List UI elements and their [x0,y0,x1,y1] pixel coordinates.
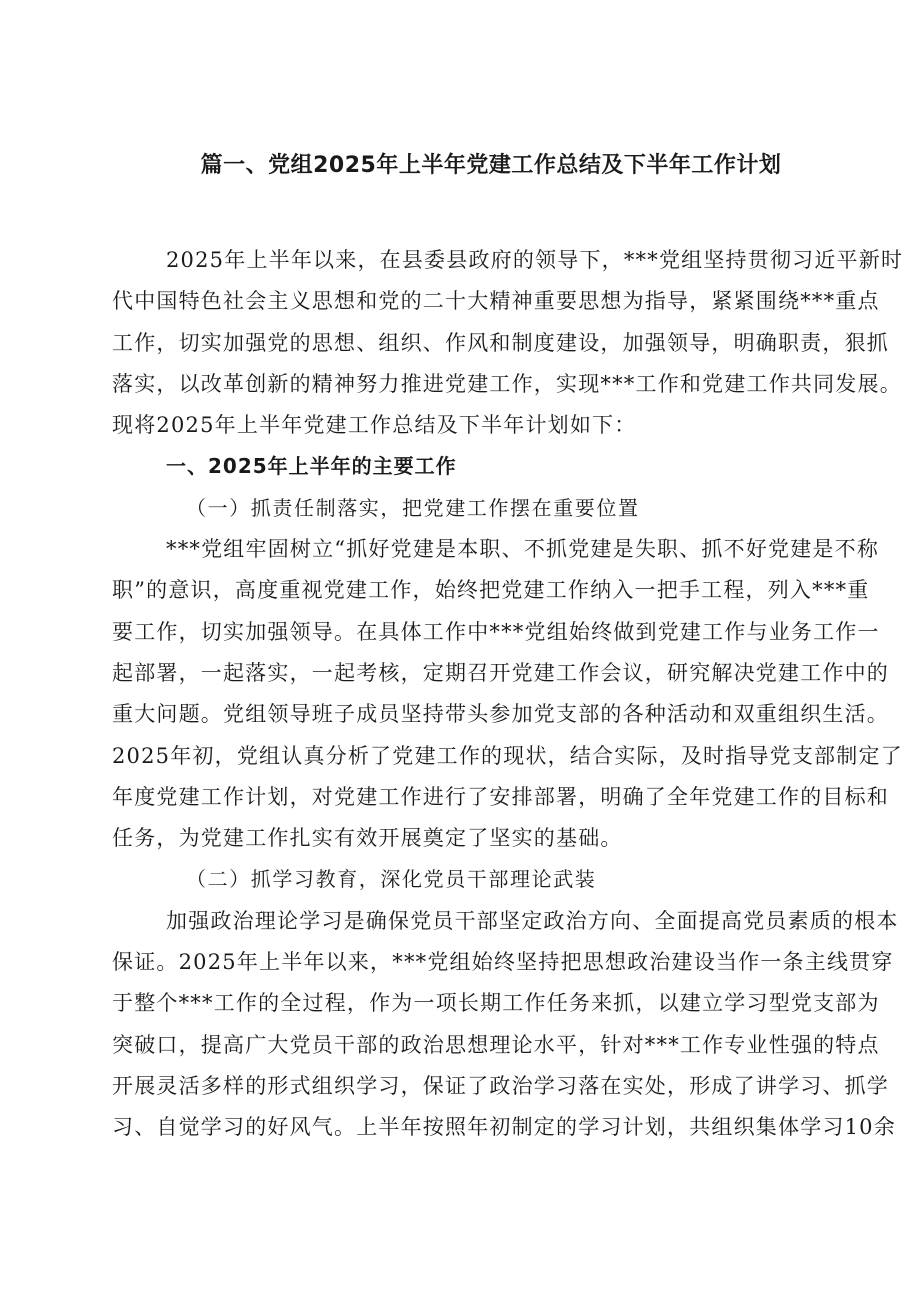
intro-line: 落实，以改革创新的精神努力推进党建工作，实现***工作和党建工作共同发展。 [112,371,902,396]
intro-line: 代中国特色社会主义思想和党的二十大精神重要思想为指导，紧紧围绕***重点 [112,289,880,314]
paragraph-line: 任务，为党建工作扎实有效开展奠定了坚实的基础。 [112,826,623,851]
paragraph-line: 习、自觉学习的好风气。上半年按照年初制定的学习计划，共组织集体学习10余 [112,1115,896,1140]
paragraph-line: ***党组牢固树立“抓好党建是本职、不抓党建是失职、抓不好党建是不称 [166,537,880,562]
paragraph-line: 起部署，一起落实，一起考核，定期召开党建工作会议，研究解决党建工作中的 [112,660,889,685]
paragraph-line: 要工作，切实加强领导。在具体工作中***党组始终做到党建工作与业务工作一 [112,619,880,644]
paragraph-line: 职”的意识，高度重视党建工作，始终把党建工作纳入一把手工程，列入***重 [112,578,870,603]
subsection-heading: （一）抓责任制落实，把党建工作摆在重要位置 [186,495,640,520]
paragraph-line: 2025年初，党组认真分析了党建工作的现状，结合实际，及时指导党支部制定了 [112,743,903,768]
document-body [112,240,920,1149]
paragraph-line: 加强政治理论学习是确保党员干部坚定政治方向、全面提高党员素质的根本 [166,908,899,933]
document-title: 篇一、党组2025年上半年党建工作总结及下半年工作计划 [200,153,782,178]
subsection-heading: （二）抓学习教育，深化党员干部理论武装 [186,867,597,892]
section-heading: 一、2025年上半年的主要工作 [166,454,457,479]
paragraph-line: 于整个***工作的全过程，作为一项长期工作任务来抓，以建立学习型党支部为 [112,991,880,1016]
paragraph-line: 重大问题。党组领导班子成员坚持带头参加党支部的各种活动和双重组织生活。 [112,702,889,727]
paragraph-line: 保证。2025年上半年以来，***党组始终坚持把思想政治建设当作一条主线贯穿 [112,950,894,975]
paragraph-line: 开展灵活多样的形式组织学习，保证了政治学习落在实处，形成了讲学习、抓学 [112,1073,889,1098]
intro-line: 现将2025年上半年党建工作总结及下半年计划如下： [112,413,637,438]
paragraph-line: 突破口，提高广大党员干部的政治思想理论水平，针对***工作专业性强的特点 [112,1032,880,1057]
intro-line: 工作，切实加强党的思想、组织、作风和制度建设，加强领导，明确职责，狠抓 [112,330,889,355]
paragraph-line: 年度党建工作计划，对党建工作进行了安排部署，明确了全年党建工作的目标和 [112,784,889,809]
intro-line: 2025年上半年以来，在县委县政府的领导下，***党组坚持贯彻习近平新时 [166,248,904,272]
